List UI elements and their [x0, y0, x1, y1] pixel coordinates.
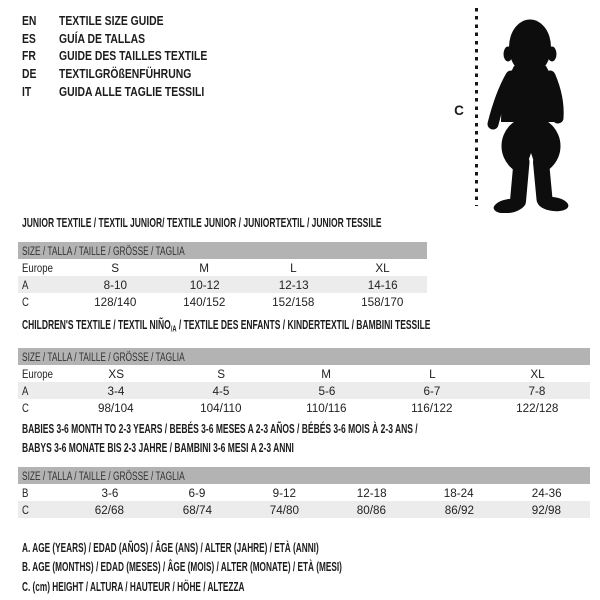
value-cell — [241, 486, 328, 500]
row-label — [18, 367, 63, 381]
value-cell — [63, 401, 168, 415]
cell-text: 5-6 — [318, 383, 335, 398]
language-title: TEXTILE SIZE GUIDE — [59, 13, 164, 29]
note-text: A. AGE (YEARS) / EDAD (AÑOS) / ÂGE (ANS) / ALTER (JAHRE) / ETÀ (ANNI) — [22, 540, 319, 555]
cell-text: 122/128 — [516, 400, 559, 415]
cell-text: 12-18 — [356, 485, 387, 500]
language-title: GUIDA ALLE TAGLIE TESSILI — [59, 83, 205, 99]
size-header-bar — [18, 467, 590, 484]
value-cell — [328, 503, 415, 517]
section-title-text: JUNIOR TEXTILE / TEXTIL JUNIOR/ TEXTILE JUNIOR / JUNIORTEXTIL / JUNIOR TESSILE — [22, 216, 382, 230]
babies-row-c — [18, 501, 590, 518]
cell-text: 110/116 — [306, 400, 347, 415]
value-cell — [71, 295, 160, 309]
value-cell — [71, 278, 160, 292]
cell-text: 9-12 — [272, 485, 297, 500]
value-cell — [274, 401, 379, 415]
cell-text: Europe — [22, 260, 53, 275]
cell-text: 140/152 — [183, 294, 226, 309]
section-title-babies — [22, 420, 600, 457]
section-title-line1: BABIES 3-6 MONTH TO 2-3 YEARS / BEBÉS 3-6 MESES A 2-3 AÑOS / BÉBÉS 3-6 MOIS À 2-3 ANS / — [22, 422, 418, 436]
cell-text: 80/86 — [357, 502, 387, 517]
size-header-text: SIZE / TALLA / TAILLE / GRÖSSE / TAGLIA — [22, 349, 185, 364]
row-label — [18, 503, 66, 517]
value-cell — [503, 503, 590, 517]
note-text: B. AGE (MONTHS) / EDAD (MESES) / ÂGE (MOIS) / ALTER (MONATE) / ETÀ (MESI) — [22, 560, 342, 575]
cell-text: 158/170 — [361, 294, 404, 309]
value-cell — [485, 367, 590, 381]
language-row-en — [22, 12, 244, 30]
cell-text: 18-24 — [444, 485, 474, 500]
value-cell — [503, 486, 590, 500]
note-line-c — [22, 577, 507, 597]
row-label — [18, 261, 71, 275]
row-label — [18, 486, 66, 500]
cell-text: S — [111, 260, 120, 275]
value-cell — [485, 384, 590, 398]
cell-text: 6-9 — [188, 485, 206, 500]
note-text: C. (cm) HEIGHT / ALTURA / HAUTEUR / HÖHE / ALTEZZA — [22, 579, 245, 594]
cell-text: 92/98 — [531, 502, 561, 517]
value-cell — [168, 367, 273, 381]
row-label — [18, 278, 71, 292]
cell-text: 8-10 — [103, 277, 128, 292]
cell-text: 14-16 — [367, 277, 398, 292]
cell-text: 86/92 — [444, 502, 474, 517]
cell-text: XS — [107, 366, 124, 381]
language-title: TEXTILGRÖßENFÜHRUNG — [59, 66, 192, 82]
cell-text: 24-36 — [531, 485, 562, 500]
value-cell — [160, 295, 249, 309]
language-code: EN — [22, 13, 37, 29]
value-cell — [379, 384, 484, 398]
value-cell — [379, 401, 484, 415]
language-code: FR — [22, 48, 36, 64]
size-header-text: SIZE / TALLA / TAILLE / GRÖSSE / TAGLIA — [22, 243, 185, 258]
junior-row-a — [18, 276, 427, 293]
cell-text: 74/80 — [269, 502, 299, 517]
language-row-fr — [22, 47, 244, 65]
value-cell — [66, 486, 153, 500]
value-cell — [63, 384, 168, 398]
language-row-es — [22, 30, 244, 48]
cell-text: M — [199, 260, 210, 275]
cell-text: 3-6 — [101, 485, 119, 500]
language-title-list — [22, 12, 244, 100]
cell-text: C — [22, 502, 29, 517]
children-row-c — [18, 399, 590, 416]
cell-text: 152/158 — [272, 294, 315, 309]
value-cell — [338, 261, 427, 275]
cell-text: A — [22, 383, 29, 398]
value-cell — [338, 278, 427, 292]
value-cell — [415, 503, 502, 517]
value-cell — [249, 278, 338, 292]
height-measure-label: C — [454, 103, 464, 118]
cell-text: 62/68 — [95, 502, 125, 517]
language-row-de — [22, 65, 244, 83]
section-title-text — [22, 316, 430, 338]
size-header-bar — [18, 348, 590, 365]
children-row-europe — [18, 365, 590, 382]
cell-text: 104/110 — [200, 400, 242, 415]
value-cell — [71, 261, 160, 275]
language-title: GUÍA DE TALLAS — [59, 30, 146, 46]
cell-text: 98/104 — [97, 400, 134, 415]
baby-silhouette-icon — [484, 10, 584, 213]
value-cell — [249, 295, 338, 309]
height-measure-dotted-line — [475, 8, 478, 206]
cell-text: 4-5 — [212, 383, 230, 398]
title-suffix: / TEXTILE DES ENFANTS / KINDERTEXTIL / BAMBINI TESSILE — [176, 318, 431, 332]
language-title: GUIDE DES TAILLES TEXTILE — [59, 48, 208, 64]
value-cell — [168, 401, 273, 415]
cell-text: 6-7 — [423, 383, 441, 398]
section-title-junior — [22, 214, 551, 233]
cell-text: 10-12 — [189, 277, 220, 292]
cell-text: L — [428, 366, 436, 381]
value-cell — [274, 384, 379, 398]
cell-text: M — [321, 366, 332, 381]
size-header-bar — [18, 242, 427, 259]
note-line-b — [22, 558, 507, 578]
value-cell — [485, 401, 590, 415]
children-row-a — [18, 382, 590, 399]
junior-row-c — [18, 293, 427, 310]
cell-text: C — [22, 294, 29, 309]
value-cell — [160, 278, 249, 292]
value-cell — [249, 261, 338, 275]
language-code: IT — [22, 83, 32, 99]
cell-text: C — [22, 400, 29, 415]
babies-size-table — [18, 467, 590, 518]
language-code: DE — [22, 66, 37, 82]
cell-text: 12-13 — [278, 277, 309, 292]
section-title-children — [22, 316, 600, 338]
value-cell — [379, 367, 484, 381]
cell-text: 68/74 — [182, 502, 212, 517]
cell-text: S — [217, 366, 225, 381]
size-header-text: SIZE / TALLA / TAILLE / GRÖSSE / TAGLIA — [22, 468, 185, 483]
row-label — [18, 295, 71, 309]
cell-text: B — [22, 485, 29, 500]
cell-text: 116/122 — [411, 400, 453, 415]
value-cell — [328, 486, 415, 500]
value-cell — [241, 503, 328, 517]
value-cell — [415, 486, 502, 500]
cell-text: XL — [530, 366, 545, 381]
value-cell — [66, 503, 153, 517]
section-title-line2: BABYS 3-6 MONATE BIS 2-3 JAHRE / BAMBINI 3-6 MESI A 2-3 ANNI — [22, 440, 294, 455]
language-code: ES — [22, 30, 36, 46]
junior-size-table — [18, 242, 427, 310]
children-size-table — [18, 348, 590, 416]
row-label — [18, 384, 63, 398]
value-cell — [160, 261, 249, 275]
note-line-a — [22, 538, 507, 558]
value-cell — [274, 367, 379, 381]
value-cell — [168, 384, 273, 398]
language-row-it — [22, 82, 244, 100]
legend-notes — [22, 538, 507, 597]
cell-text: A — [22, 277, 29, 292]
cell-text: L — [290, 260, 297, 275]
babies-row-b — [18, 484, 590, 501]
value-cell — [153, 503, 240, 517]
title-subscript: /A — [170, 323, 177, 334]
cell-text: 3-4 — [107, 383, 125, 398]
cell-text: 128/140 — [94, 294, 137, 309]
value-cell — [63, 367, 168, 381]
junior-row-europe — [18, 259, 427, 276]
cell-text: 7-8 — [528, 383, 546, 398]
value-cell — [338, 295, 427, 309]
cell-text: Europe — [22, 366, 53, 381]
row-label — [18, 401, 63, 415]
value-cell — [153, 486, 240, 500]
cell-text: XL — [375, 260, 390, 275]
title-prefix: CHILDREN'S TEXTILE / TEXTIL NIÑO — [22, 318, 171, 332]
